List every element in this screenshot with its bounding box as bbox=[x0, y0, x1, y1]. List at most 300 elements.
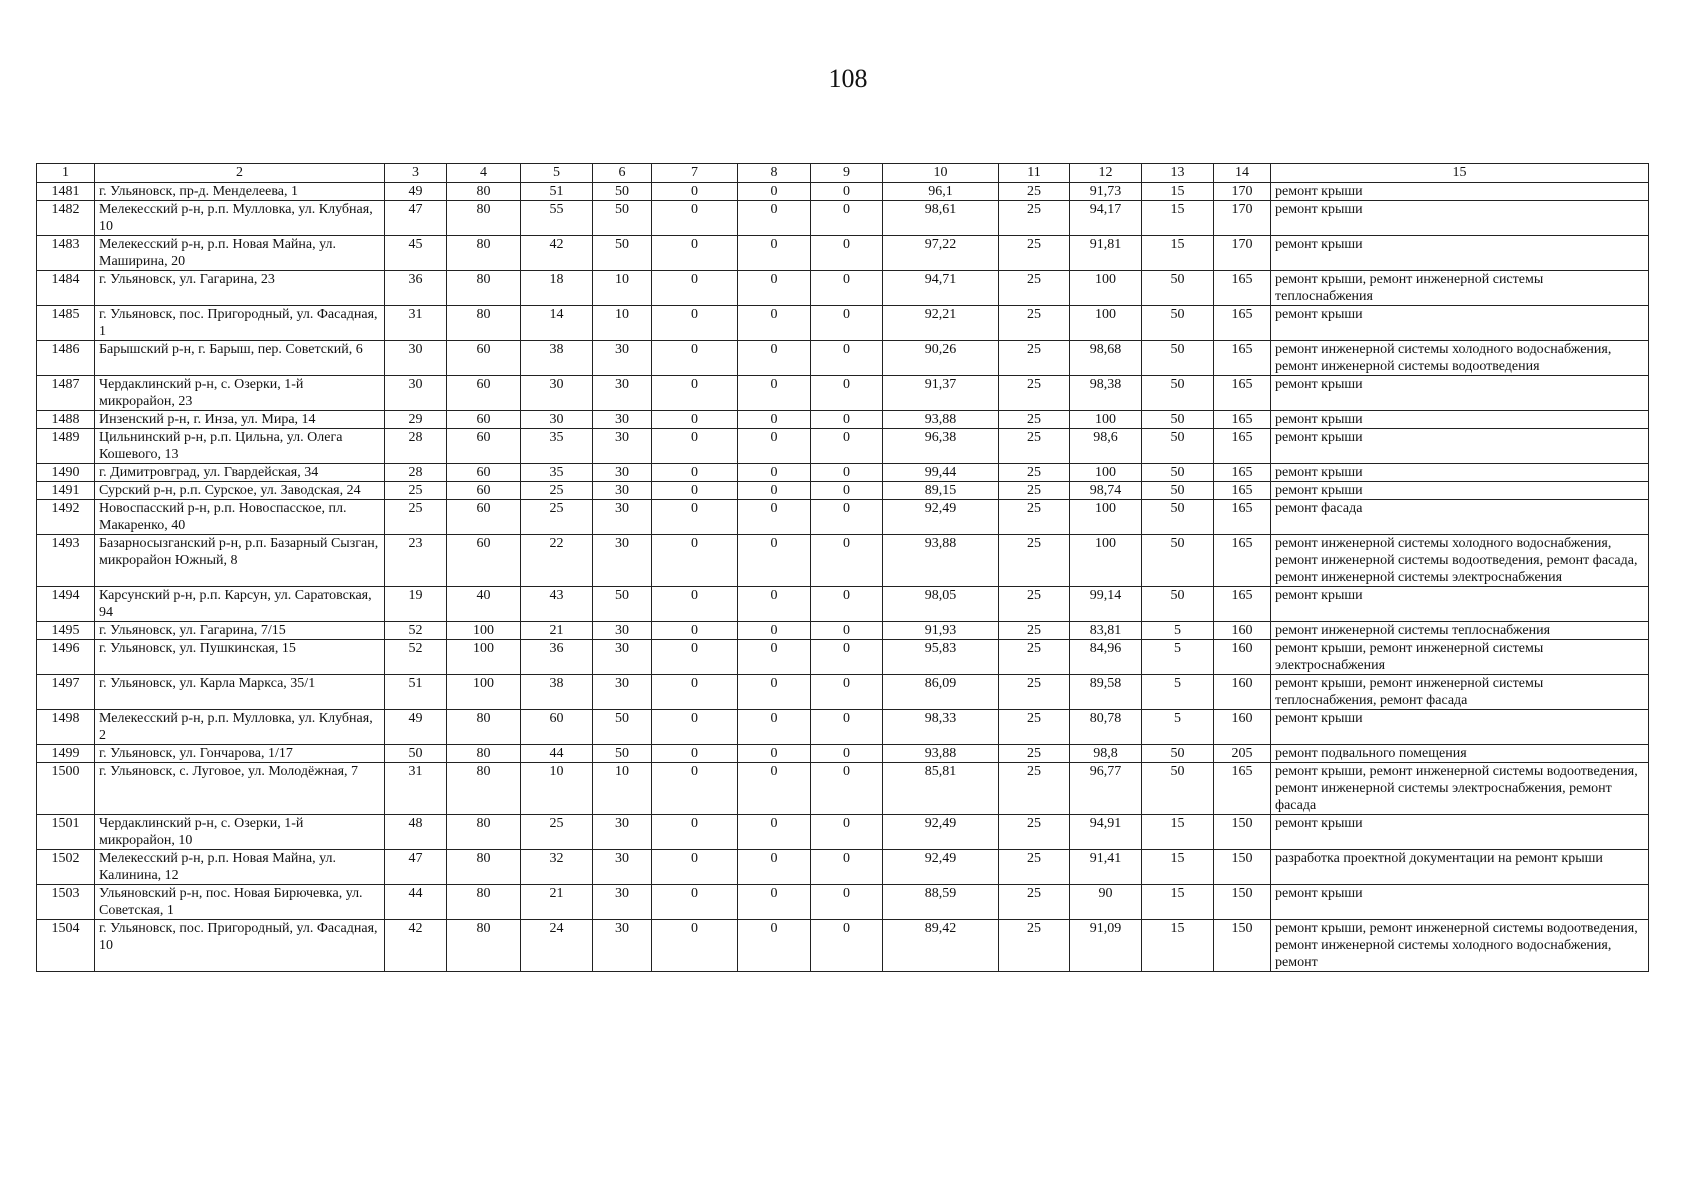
column-header: 4 bbox=[447, 164, 521, 183]
column-header: 10 bbox=[883, 164, 999, 183]
column-header: 8 bbox=[738, 164, 811, 183]
col5-cell: 44 bbox=[521, 745, 593, 763]
table-row bbox=[37, 500, 1649, 535]
table-row bbox=[37, 341, 1649, 376]
col4-cell: 40 bbox=[447, 587, 521, 622]
work-type-cell: ремонт крыши, ремонт инженерной системы водоотведения, ремонт инженерной системы электроснабжения, ремонт фасада bbox=[1271, 763, 1649, 815]
row-number: 1490 bbox=[37, 464, 95, 482]
col5-cell: 24 bbox=[521, 920, 593, 972]
col8-cell: 0 bbox=[738, 920, 811, 972]
col4-cell: 80 bbox=[447, 850, 521, 885]
col12-cell: 89,58 bbox=[1070, 675, 1142, 710]
address-cell: г. Ульяновск, ул. Карла Маркса, 35/1 bbox=[95, 675, 385, 710]
col13-cell: 50 bbox=[1142, 341, 1214, 376]
col4-cell: 60 bbox=[447, 411, 521, 429]
col12-cell: 83,81 bbox=[1070, 622, 1142, 640]
col14-cell: 170 bbox=[1214, 236, 1271, 271]
col11-cell: 25 bbox=[999, 763, 1070, 815]
col13-cell: 50 bbox=[1142, 376, 1214, 411]
col5-cell: 36 bbox=[521, 640, 593, 675]
work-type-cell: ремонт крыши bbox=[1271, 464, 1649, 482]
col13-cell: 50 bbox=[1142, 306, 1214, 341]
address-cell: Мелекесский р-н, р.п. Новая Майна, ул. Калинина, 12 bbox=[95, 850, 385, 885]
col8-cell: 0 bbox=[738, 482, 811, 500]
col7-cell: 0 bbox=[652, 675, 738, 710]
col12-cell: 98,8 bbox=[1070, 745, 1142, 763]
col11-cell: 25 bbox=[999, 500, 1070, 535]
col5-cell: 30 bbox=[521, 411, 593, 429]
col13-cell: 15 bbox=[1142, 885, 1214, 920]
col5-cell: 25 bbox=[521, 482, 593, 500]
work-type-cell: ремонт фасада bbox=[1271, 500, 1649, 535]
col10-cell: 91,93 bbox=[883, 622, 999, 640]
row-number: 1481 bbox=[37, 183, 95, 201]
col3-cell: 51 bbox=[385, 675, 447, 710]
col13-cell: 5 bbox=[1142, 675, 1214, 710]
row-number: 1485 bbox=[37, 306, 95, 341]
col12-cell: 80,78 bbox=[1070, 710, 1142, 745]
table-row bbox=[37, 763, 1649, 815]
col6-cell: 30 bbox=[593, 640, 652, 675]
col11-cell: 25 bbox=[999, 271, 1070, 306]
col10-cell: 98,05 bbox=[883, 587, 999, 622]
col5-cell: 25 bbox=[521, 815, 593, 850]
col9-cell: 0 bbox=[811, 745, 883, 763]
work-type-cell: ремонт крыши, ремонт инженерной системы теплоснабжения bbox=[1271, 271, 1649, 306]
col13-cell: 50 bbox=[1142, 763, 1214, 815]
col10-cell: 85,81 bbox=[883, 763, 999, 815]
col12-cell: 100 bbox=[1070, 306, 1142, 341]
col9-cell: 0 bbox=[811, 640, 883, 675]
address-cell: г. Димитровград, ул. Гвардейская, 34 bbox=[95, 464, 385, 482]
col8-cell: 0 bbox=[738, 236, 811, 271]
col14-cell: 165 bbox=[1214, 482, 1271, 500]
row-number: 1492 bbox=[37, 500, 95, 535]
col10-cell: 99,44 bbox=[883, 464, 999, 482]
col14-cell: 160 bbox=[1214, 675, 1271, 710]
column-header: 3 bbox=[385, 164, 447, 183]
col3-cell: 19 bbox=[385, 587, 447, 622]
col12-cell: 91,41 bbox=[1070, 850, 1142, 885]
table-row bbox=[37, 201, 1649, 236]
column-header: 14 bbox=[1214, 164, 1271, 183]
col11-cell: 25 bbox=[999, 201, 1070, 236]
col7-cell: 0 bbox=[652, 622, 738, 640]
col6-cell: 30 bbox=[593, 885, 652, 920]
work-type-cell: ремонт крыши bbox=[1271, 411, 1649, 429]
col11-cell: 25 bbox=[999, 429, 1070, 464]
row-number: 1489 bbox=[37, 429, 95, 464]
col12-cell: 84,96 bbox=[1070, 640, 1142, 675]
col4-cell: 60 bbox=[447, 500, 521, 535]
work-type-cell: ремонт крыши, ремонт инженерной системы электроснабжения bbox=[1271, 640, 1649, 675]
col4-cell: 60 bbox=[447, 482, 521, 500]
col9-cell: 0 bbox=[811, 306, 883, 341]
work-type-cell: ремонт крыши bbox=[1271, 306, 1649, 341]
col13-cell: 5 bbox=[1142, 640, 1214, 675]
col9-cell: 0 bbox=[811, 535, 883, 587]
col10-cell: 93,88 bbox=[883, 411, 999, 429]
col8-cell: 0 bbox=[738, 675, 811, 710]
col3-cell: 28 bbox=[385, 429, 447, 464]
col6-cell: 10 bbox=[593, 306, 652, 341]
address-cell: г. Ульяновск, ул. Гончарова, 1/17 bbox=[95, 745, 385, 763]
col5-cell: 32 bbox=[521, 850, 593, 885]
col14-cell: 170 bbox=[1214, 183, 1271, 201]
col9-cell: 0 bbox=[811, 201, 883, 236]
col4-cell: 60 bbox=[447, 341, 521, 376]
col14-cell: 150 bbox=[1214, 885, 1271, 920]
table-row bbox=[37, 376, 1649, 411]
col12-cell: 100 bbox=[1070, 500, 1142, 535]
col4-cell: 100 bbox=[447, 675, 521, 710]
col9-cell: 0 bbox=[811, 464, 883, 482]
col12-cell: 94,17 bbox=[1070, 201, 1142, 236]
col12-cell: 100 bbox=[1070, 411, 1142, 429]
col3-cell: 48 bbox=[385, 815, 447, 850]
col3-cell: 50 bbox=[385, 745, 447, 763]
col12-cell: 91,09 bbox=[1070, 920, 1142, 972]
col10-cell: 93,88 bbox=[883, 535, 999, 587]
col10-cell: 96,38 bbox=[883, 429, 999, 464]
col5-cell: 14 bbox=[521, 306, 593, 341]
col11-cell: 25 bbox=[999, 710, 1070, 745]
column-header: 13 bbox=[1142, 164, 1214, 183]
col9-cell: 0 bbox=[811, 587, 883, 622]
col6-cell: 50 bbox=[593, 236, 652, 271]
col12-cell: 98,38 bbox=[1070, 376, 1142, 411]
col14-cell: 165 bbox=[1214, 535, 1271, 587]
col3-cell: 47 bbox=[385, 850, 447, 885]
col11-cell: 25 bbox=[999, 745, 1070, 763]
col5-cell: 10 bbox=[521, 763, 593, 815]
address-cell: Цильнинский р-н, р.п. Цильна, ул. Олега Кошевого, 13 bbox=[95, 429, 385, 464]
address-cell: г. Ульяновск, пос. Пригородный, ул. Фасадная, 1 bbox=[95, 306, 385, 341]
table-row bbox=[37, 183, 1649, 201]
col3-cell: 36 bbox=[385, 271, 447, 306]
col14-cell: 165 bbox=[1214, 411, 1271, 429]
col6-cell: 30 bbox=[593, 376, 652, 411]
work-type-cell: ремонт крыши bbox=[1271, 482, 1649, 500]
col13-cell: 50 bbox=[1142, 482, 1214, 500]
col7-cell: 0 bbox=[652, 201, 738, 236]
address-cell: Мелекесский р-н, р.п. Мулловка, ул. Клубная, 2 bbox=[95, 710, 385, 745]
col7-cell: 0 bbox=[652, 482, 738, 500]
col11-cell: 25 bbox=[999, 236, 1070, 271]
col11-cell: 25 bbox=[999, 411, 1070, 429]
col4-cell: 80 bbox=[447, 183, 521, 201]
col6-cell: 50 bbox=[593, 201, 652, 236]
col8-cell: 0 bbox=[738, 745, 811, 763]
row-number: 1504 bbox=[37, 920, 95, 972]
col3-cell: 49 bbox=[385, 183, 447, 201]
col7-cell: 0 bbox=[652, 236, 738, 271]
col10-cell: 91,37 bbox=[883, 376, 999, 411]
col3-cell: 23 bbox=[385, 535, 447, 587]
col11-cell: 25 bbox=[999, 920, 1070, 972]
col5-cell: 51 bbox=[521, 183, 593, 201]
col9-cell: 0 bbox=[811, 341, 883, 376]
column-header: 6 bbox=[593, 164, 652, 183]
col7-cell: 0 bbox=[652, 306, 738, 341]
work-type-cell: ремонт крыши, ремонт инженерной системы водоотведения, ремонт инженерной системы холодного водоснабжения, ремонт bbox=[1271, 920, 1649, 972]
address-cell: Чердаклинский р-н, с. Озерки, 1-й микрорайон, 23 bbox=[95, 376, 385, 411]
address-cell: Карсунский р-н, р.п. Карсун, ул. Саратовская, 94 bbox=[95, 587, 385, 622]
row-number: 1488 bbox=[37, 411, 95, 429]
col12-cell: 91,81 bbox=[1070, 236, 1142, 271]
table-row bbox=[37, 306, 1649, 341]
address-cell: Новоспасский р-н, р.п. Новоспасское, пл. Макаренко, 40 bbox=[95, 500, 385, 535]
col14-cell: 160 bbox=[1214, 710, 1271, 745]
repair-program-table bbox=[36, 163, 1649, 972]
address-cell: Инзенский р-н, г. Инза, ул. Мира, 14 bbox=[95, 411, 385, 429]
col5-cell: 21 bbox=[521, 622, 593, 640]
col11-cell: 25 bbox=[999, 587, 1070, 622]
col10-cell: 92,49 bbox=[883, 815, 999, 850]
col6-cell: 30 bbox=[593, 500, 652, 535]
col4-cell: 80 bbox=[447, 763, 521, 815]
col10-cell: 97,22 bbox=[883, 236, 999, 271]
col14-cell: 165 bbox=[1214, 763, 1271, 815]
col9-cell: 0 bbox=[811, 675, 883, 710]
col3-cell: 29 bbox=[385, 411, 447, 429]
col11-cell: 25 bbox=[999, 850, 1070, 885]
col9-cell: 0 bbox=[811, 885, 883, 920]
col4-cell: 80 bbox=[447, 745, 521, 763]
col14-cell: 165 bbox=[1214, 500, 1271, 535]
col4-cell: 80 bbox=[447, 306, 521, 341]
col12-cell: 91,73 bbox=[1070, 183, 1142, 201]
column-header: 1 bbox=[37, 164, 95, 183]
row-number: 1491 bbox=[37, 482, 95, 500]
col6-cell: 30 bbox=[593, 341, 652, 376]
col11-cell: 25 bbox=[999, 464, 1070, 482]
work-type-cell: ремонт инженерной системы холодного водоснабжения, ремонт инженерной системы водоотведения bbox=[1271, 341, 1649, 376]
col7-cell: 0 bbox=[652, 376, 738, 411]
col9-cell: 0 bbox=[811, 763, 883, 815]
col11-cell: 25 bbox=[999, 675, 1070, 710]
work-type-cell: разработка проектной документации на ремонт крыши bbox=[1271, 850, 1649, 885]
table-row bbox=[37, 236, 1649, 271]
col14-cell: 165 bbox=[1214, 376, 1271, 411]
col8-cell: 0 bbox=[738, 587, 811, 622]
col6-cell: 10 bbox=[593, 763, 652, 815]
table-row bbox=[37, 710, 1649, 745]
col13-cell: 50 bbox=[1142, 411, 1214, 429]
col11-cell: 25 bbox=[999, 376, 1070, 411]
col13-cell: 50 bbox=[1142, 535, 1214, 587]
col13-cell: 50 bbox=[1142, 429, 1214, 464]
col11-cell: 25 bbox=[999, 885, 1070, 920]
col6-cell: 30 bbox=[593, 675, 652, 710]
col7-cell: 0 bbox=[652, 745, 738, 763]
work-type-cell: ремонт подвального помещения bbox=[1271, 745, 1649, 763]
col8-cell: 0 bbox=[738, 306, 811, 341]
row-number: 1498 bbox=[37, 710, 95, 745]
col13-cell: 15 bbox=[1142, 850, 1214, 885]
address-cell: Мелекесский р-н, р.п. Мулловка, ул. Клубная, 10 bbox=[95, 201, 385, 236]
col11-cell: 25 bbox=[999, 341, 1070, 376]
work-type-cell: ремонт крыши bbox=[1271, 815, 1649, 850]
column-header: 11 bbox=[999, 164, 1070, 183]
col7-cell: 0 bbox=[652, 500, 738, 535]
col6-cell: 30 bbox=[593, 815, 652, 850]
col8-cell: 0 bbox=[738, 500, 811, 535]
col14-cell: 165 bbox=[1214, 464, 1271, 482]
col3-cell: 47 bbox=[385, 201, 447, 236]
col13-cell: 15 bbox=[1142, 815, 1214, 850]
table-row bbox=[37, 587, 1649, 622]
table-row bbox=[37, 920, 1649, 972]
col4-cell: 80 bbox=[447, 201, 521, 236]
col14-cell: 165 bbox=[1214, 429, 1271, 464]
col13-cell: 50 bbox=[1142, 745, 1214, 763]
address-cell: г. Ульяновск, ул. Гагарина, 7/15 bbox=[95, 622, 385, 640]
address-cell: г. Ульяновск, ул. Гагарина, 23 bbox=[95, 271, 385, 306]
work-type-cell: ремонт крыши bbox=[1271, 885, 1649, 920]
work-type-cell: ремонт крыши bbox=[1271, 376, 1649, 411]
address-cell: г. Ульяновск, ул. Пушкинская, 15 bbox=[95, 640, 385, 675]
col7-cell: 0 bbox=[652, 183, 738, 201]
col3-cell: 31 bbox=[385, 763, 447, 815]
col13-cell: 50 bbox=[1142, 271, 1214, 306]
work-type-cell: ремонт крыши bbox=[1271, 710, 1649, 745]
col4-cell: 60 bbox=[447, 464, 521, 482]
col3-cell: 25 bbox=[385, 500, 447, 535]
col4-cell: 60 bbox=[447, 535, 521, 587]
col11-cell: 25 bbox=[999, 482, 1070, 500]
col3-cell: 25 bbox=[385, 482, 447, 500]
col9-cell: 0 bbox=[811, 411, 883, 429]
col9-cell: 0 bbox=[811, 500, 883, 535]
col7-cell: 0 bbox=[652, 850, 738, 885]
col7-cell: 0 bbox=[652, 535, 738, 587]
col7-cell: 0 bbox=[652, 815, 738, 850]
table-row bbox=[37, 850, 1649, 885]
col11-cell: 25 bbox=[999, 815, 1070, 850]
address-cell: Сурский р-н, р.п. Сурское, ул. Заводская, 24 bbox=[95, 482, 385, 500]
col8-cell: 0 bbox=[738, 622, 811, 640]
col5-cell: 21 bbox=[521, 885, 593, 920]
row-number: 1500 bbox=[37, 763, 95, 815]
col10-cell: 92,21 bbox=[883, 306, 999, 341]
col3-cell: 30 bbox=[385, 341, 447, 376]
col14-cell: 205 bbox=[1214, 745, 1271, 763]
col10-cell: 92,49 bbox=[883, 850, 999, 885]
col5-cell: 35 bbox=[521, 429, 593, 464]
col8-cell: 0 bbox=[738, 710, 811, 745]
col13-cell: 5 bbox=[1142, 710, 1214, 745]
col6-cell: 30 bbox=[593, 920, 652, 972]
col8-cell: 0 bbox=[738, 885, 811, 920]
col9-cell: 0 bbox=[811, 815, 883, 850]
address-cell: Базарносызганский р-н, р.п. Базарный Сызган, микрорайон Южный, 8 bbox=[95, 535, 385, 587]
col4-cell: 80 bbox=[447, 236, 521, 271]
col8-cell: 0 bbox=[738, 183, 811, 201]
col7-cell: 0 bbox=[652, 429, 738, 464]
col12-cell: 98,6 bbox=[1070, 429, 1142, 464]
col12-cell: 100 bbox=[1070, 535, 1142, 587]
row-number: 1482 bbox=[37, 201, 95, 236]
col7-cell: 0 bbox=[652, 710, 738, 745]
address-cell: г. Ульяновск, с. Луговое, ул. Молодёжная, 7 bbox=[95, 763, 385, 815]
col3-cell: 28 bbox=[385, 464, 447, 482]
table-body bbox=[37, 183, 1649, 972]
address-cell: Барышский р-н, г. Барыш, пер. Советский, 6 bbox=[95, 341, 385, 376]
col4-cell: 60 bbox=[447, 376, 521, 411]
address-cell: Ульяновский р-н, пос. Новая Бирючевка, ул. Советская, 1 bbox=[95, 885, 385, 920]
col12-cell: 98,74 bbox=[1070, 482, 1142, 500]
col11-cell: 25 bbox=[999, 306, 1070, 341]
col10-cell: 90,26 bbox=[883, 341, 999, 376]
table-row bbox=[37, 815, 1649, 850]
col14-cell: 170 bbox=[1214, 201, 1271, 236]
col12-cell: 94,91 bbox=[1070, 815, 1142, 850]
col12-cell: 90 bbox=[1070, 885, 1142, 920]
col4-cell: 80 bbox=[447, 920, 521, 972]
col6-cell: 50 bbox=[593, 745, 652, 763]
column-header: 9 bbox=[811, 164, 883, 183]
col8-cell: 0 bbox=[738, 640, 811, 675]
col12-cell: 99,14 bbox=[1070, 587, 1142, 622]
col13-cell: 15 bbox=[1142, 201, 1214, 236]
col11-cell: 25 bbox=[999, 535, 1070, 587]
col6-cell: 10 bbox=[593, 271, 652, 306]
col14-cell: 150 bbox=[1214, 815, 1271, 850]
col5-cell: 35 bbox=[521, 464, 593, 482]
col14-cell: 165 bbox=[1214, 306, 1271, 341]
col3-cell: 30 bbox=[385, 376, 447, 411]
work-type-cell: ремонт крыши bbox=[1271, 183, 1649, 201]
col5-cell: 55 bbox=[521, 201, 593, 236]
col9-cell: 0 bbox=[811, 429, 883, 464]
col6-cell: 50 bbox=[593, 587, 652, 622]
row-number: 1483 bbox=[37, 236, 95, 271]
table-row bbox=[37, 429, 1649, 464]
col14-cell: 160 bbox=[1214, 622, 1271, 640]
col8-cell: 0 bbox=[738, 850, 811, 885]
row-number: 1495 bbox=[37, 622, 95, 640]
col14-cell: 160 bbox=[1214, 640, 1271, 675]
column-header: 5 bbox=[521, 164, 593, 183]
col9-cell: 0 bbox=[811, 376, 883, 411]
row-number: 1494 bbox=[37, 587, 95, 622]
col10-cell: 95,83 bbox=[883, 640, 999, 675]
col10-cell: 98,33 bbox=[883, 710, 999, 745]
col12-cell: 100 bbox=[1070, 271, 1142, 306]
col4-cell: 100 bbox=[447, 640, 521, 675]
col6-cell: 50 bbox=[593, 710, 652, 745]
col7-cell: 0 bbox=[652, 464, 738, 482]
col12-cell: 96,77 bbox=[1070, 763, 1142, 815]
col10-cell: 98,61 bbox=[883, 201, 999, 236]
work-type-cell: ремонт крыши bbox=[1271, 201, 1649, 236]
table-row bbox=[37, 271, 1649, 306]
col13-cell: 50 bbox=[1142, 464, 1214, 482]
page-number: 108 bbox=[828, 64, 868, 93]
col6-cell: 30 bbox=[593, 411, 652, 429]
col13-cell: 15 bbox=[1142, 183, 1214, 201]
table-row bbox=[37, 622, 1649, 640]
col9-cell: 0 bbox=[811, 236, 883, 271]
col13-cell: 50 bbox=[1142, 587, 1214, 622]
column-number-row bbox=[37, 164, 1649, 183]
col14-cell: 165 bbox=[1214, 341, 1271, 376]
row-number: 1499 bbox=[37, 745, 95, 763]
col8-cell: 0 bbox=[738, 376, 811, 411]
col6-cell: 30 bbox=[593, 622, 652, 640]
col8-cell: 0 bbox=[738, 201, 811, 236]
